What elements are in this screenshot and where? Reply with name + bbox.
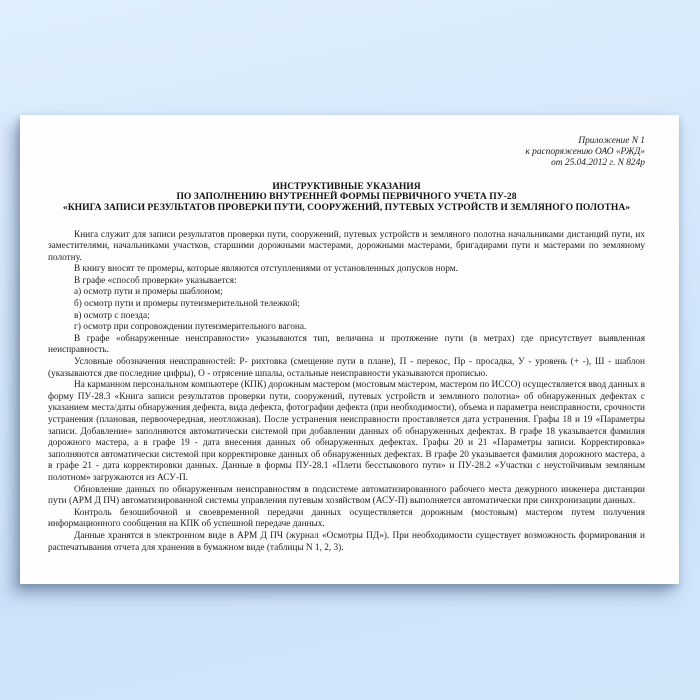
body-paragraph: а) осмотр пути и промеры шаблоном;: [74, 287, 223, 298]
body-paragraph: г) осмотр при сопровождении путеизмерительного вагона.: [74, 322, 307, 333]
document-body: [48, 230, 645, 555]
body-paragraph: Контроль безошибочной и своевременной передачи данных осуществляется дорожным (мостовым) мастером путем получения информационного сообщения на КПК об успешной передаче данных.: [48, 507, 645, 530]
document-page: [20, 115, 679, 584]
body-paragraph: Данные хранятся в электронном виде в АРМ Д ПЧ (журнал «Осмотры ПД»). При необходимости существует возможность формирования и распечатывания отчета для хранения в бумажном виде (таблицы N 1, 2, 3).: [48, 530, 645, 553]
body-paragraph: Обновление данных по обнаруженным неисправностям в подсистеме автоматизированного рабочего места дежурного инженера дистанции пути (АРМ Д ПЧ) автоматизированной системы управления путевым хозяйством (АСУ-П) выполняется автоматически при синхронизации данных.: [48, 484, 645, 507]
annotation-line: от 25.04.2012 г. N 824р: [551, 157, 645, 168]
annotation-block: [48, 136, 645, 169]
body-paragraph: На карманном персональном компьютере (КПК) дорожным мастером (мостовым мастером, мастером по ИССО) осуществляется ввод данных в форму ПУ-28.3 «Книга записи результатов проверки пути, сооружений, путевых устройств и земляного полотна» об обнаруженных дефектах с указанием места/даты обнаружения дефекта, вида дефекта, фотографии дефекта (при необходимости), объема и параметра неисправности, срочности устранения (плановая, первоочередная, неотложная). После устранения неисправности проставляется дата устранения. Графы 18 и 19 «Параметры записи. Добавление» заполняются автоматически системой при добавлении данных об обнаруженных дефектах. В графе 18 указывается фамилия дорожного мастера, а в графе 19 - дата внесения данных об обнаруженных дефектах. Графы 20 и 21 «Параметры записи. Корректировка» заполняются автоматически системой при корректировке данных об обнаруженных дефектах. В графе 20 указывается фамилия дорожного мастера, а в графе 21 - дата корректировки данных. Данные в формы ПУ-28.1 «Плети бесстыкового пути» и ПУ-28.2 «Участки с неустойчивым земляным полотном» загружаются из АСУ-П.: [48, 380, 645, 483]
document-page-content: [20, 115, 679, 584]
document-title-line: «КНИГА ЗАПИСИ РЕЗУЛЬТАТОВ ПРОВЕРКИ ПУТИ, СООРУЖЕНИЙ, ПУТЕВЫХ УСТРОЙСТВ И ЗЕМЛЯНОГО ПОЛОТНА»: [62, 201, 631, 213]
body-paragraph: Книга служит для записи результатов проверки пути, сооружений, путевых устройств и земляного полотна начальниками дистанций пути, их заместителями, начальниками участков, старшими дорожными мастерами, дорожными мастерами, бригадирами пути и мастерами по земляному полотну.: [48, 229, 645, 263]
document-title: [48, 182, 645, 214]
annotation-line: Приложение N 1: [578, 136, 645, 146]
document-title-line: ИНСТРУКТИВНЫЕ УКАЗАНИЯ: [272, 180, 421, 192]
annotation-line: к распоряжению ОАО «РЖД»: [525, 146, 645, 157]
body-paragraph: в) осмотр с поезда;: [74, 310, 150, 321]
body-paragraph: В графе «обнаруженные неисправности» указываются тип, величина и протяжение пути (в метрах) где присутствует выявленная неисправность.: [48, 333, 645, 356]
body-paragraph: В книгу вносят те промеры, которые являются отступлениями от установленных допусков норм.: [74, 264, 458, 275]
body-paragraph: Условные обозначения неисправностей: Р- рихтовка (смещение пути в плане), П - перекос, Пр - просадка, У - уровень (+ -), Ш - шаблон (указываются две последние цифры), О - отрясение шпалы, остальные неисправности указываются прописью.: [48, 357, 645, 379]
body-paragraph: б) осмотр пути и промеры путеизмерительной тележкой;: [74, 299, 300, 310]
document-title-line: ПО ЗАПОЛНЕНИЮ ВНУТРЕННЕЙ ФОРМЫ ПЕРВИЧНОГО УЧЕТА ПУ-28: [176, 191, 517, 203]
body-paragraph: В графе «способ проверки» указывается:: [74, 275, 237, 286]
